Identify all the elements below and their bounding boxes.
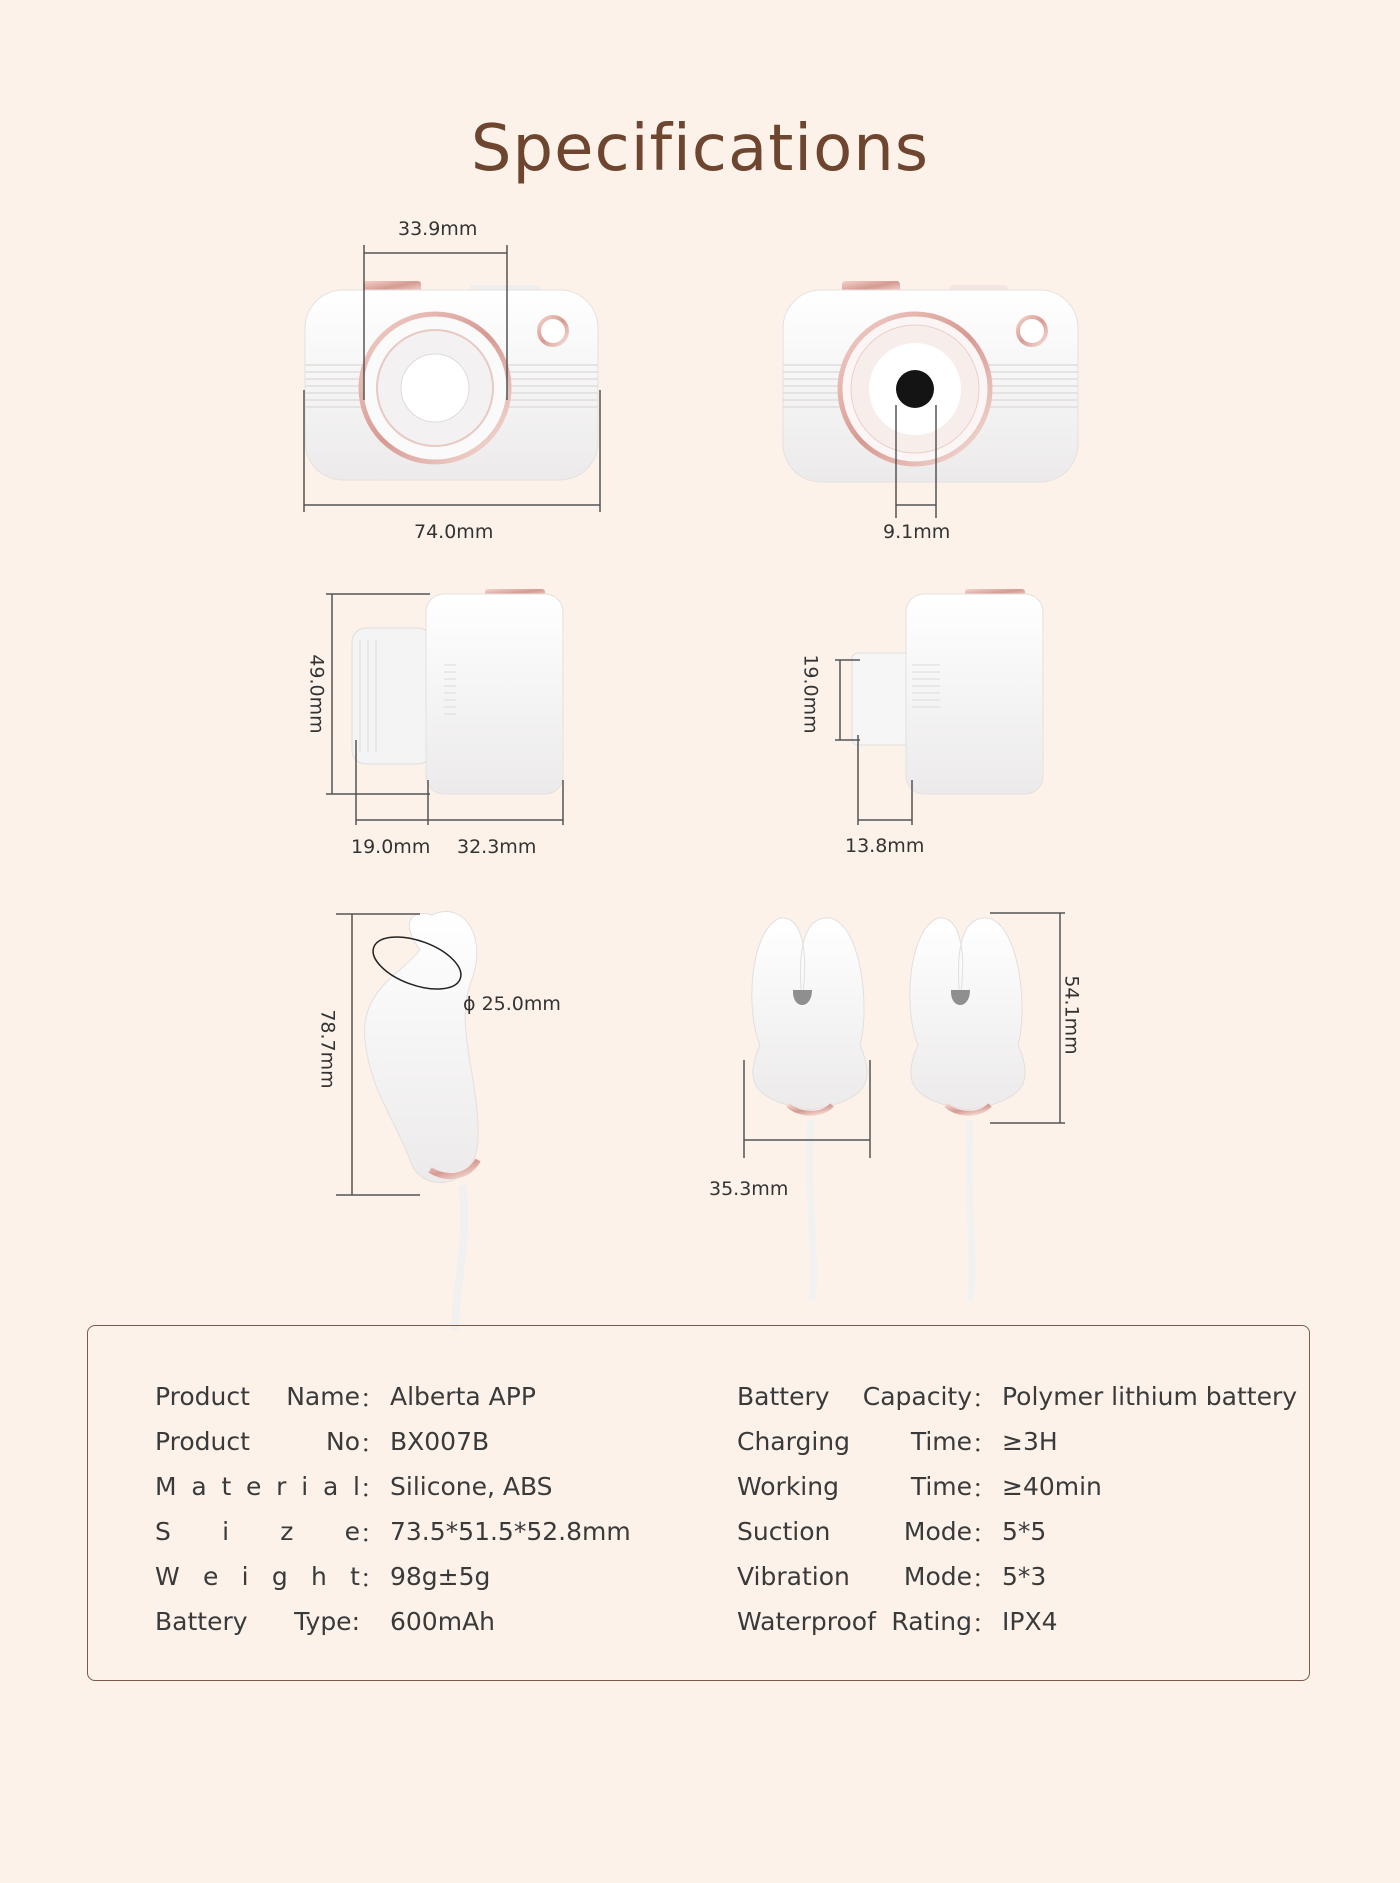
spec-colon: ： (360, 1383, 386, 1413)
spec-colon: ： (360, 1473, 386, 1503)
spec-label-part: W (155, 1562, 180, 1591)
spec-value: 98g±5g (390, 1562, 491, 1591)
spec-row (155, 1509, 631, 1554)
spec-label-part: a (322, 1472, 339, 1501)
spec-value: 5*5 (1002, 1517, 1047, 1546)
spec-label-part: e (246, 1472, 262, 1501)
spec-label-part: a (191, 1472, 207, 1501)
spec-label (737, 1427, 972, 1456)
spec-label-part: g (271, 1562, 288, 1591)
dim-nozzle-depth: 13.8mm (845, 835, 925, 857)
spec-colon: ： (972, 1473, 998, 1503)
spec-colon: ： (360, 1428, 386, 1458)
spec-label (155, 1517, 360, 1546)
dim-side-height: 49.0mm (305, 654, 328, 734)
spec-value: 5*3 (1002, 1562, 1047, 1591)
spec-label (737, 1562, 972, 1591)
spec-label-part: Waterproof (737, 1607, 876, 1636)
spec-row (155, 1419, 631, 1464)
spec-label-part: t (221, 1472, 232, 1501)
spec-row (737, 1599, 1297, 1644)
dim-bunny-width: 35.3mm (709, 1178, 789, 1200)
camera-side-suction-view (852, 589, 1043, 794)
spec-label-part: Name (286, 1382, 360, 1411)
dim-vibe-diameter: ϕ 25.0mm (463, 993, 561, 1015)
dim-front-lens-width: 33.9mm (398, 218, 478, 240)
spec-value: 600mAh (390, 1607, 496, 1636)
spec-label-part: Charging (737, 1427, 850, 1456)
dim-bunny-height: 54.1mm (1060, 975, 1083, 1055)
specifications-table (87, 1325, 1310, 1681)
spec-label-part: r (276, 1472, 287, 1501)
specs-left-column (155, 1374, 631, 1644)
spec-colon: ： (972, 1383, 998, 1413)
spec-row (155, 1464, 631, 1509)
spec-row (737, 1554, 1297, 1599)
camera-suction-view (783, 281, 1078, 482)
spec-label-part: Rating (891, 1607, 972, 1636)
camera-side-view (352, 589, 563, 794)
spec-colon: ： (360, 1518, 386, 1548)
spec-value: ≥40min (1002, 1472, 1102, 1501)
spec-label-part: M (155, 1472, 177, 1501)
spec-label (155, 1472, 360, 1501)
spec-label (737, 1517, 972, 1546)
spec-label-part: Capacity (862, 1382, 972, 1411)
specs-right-column (737, 1374, 1297, 1644)
spec-label-part: Time (910, 1472, 972, 1501)
spec-label-part: Vibration (737, 1562, 850, 1591)
spec-row (737, 1419, 1297, 1464)
spec-label-part: l (353, 1472, 360, 1501)
spec-colon: ： (972, 1563, 998, 1593)
spec-label-part: Product (155, 1382, 250, 1411)
dim-side-body-depth: 32.3mm (457, 836, 537, 858)
spec-label-part: Mode (903, 1517, 972, 1546)
spec-label-part: Battery (155, 1607, 248, 1636)
spec-row (737, 1464, 1297, 1509)
spec-colon: ： (360, 1563, 386, 1593)
spec-label-part: Working (737, 1472, 839, 1501)
spec-row (737, 1509, 1297, 1554)
bunny-clips (752, 918, 1025, 1300)
spec-label-part: e (203, 1562, 219, 1591)
spec-label (155, 1382, 360, 1411)
spec-label-part: z (280, 1517, 294, 1546)
dim-vibe-height: 78.7mm (316, 1009, 339, 1089)
spec-label-part: i (301, 1472, 309, 1501)
spec-label-part: Type: (294, 1607, 360, 1636)
spec-label-part: Product (155, 1427, 250, 1456)
spec-colon: ： (972, 1608, 998, 1638)
spec-row (155, 1599, 631, 1644)
spec-value: BX007B (390, 1427, 490, 1456)
spec-colon: ： (972, 1518, 998, 1548)
spec-label-part: Time (910, 1427, 972, 1456)
spec-label (155, 1562, 360, 1591)
dim-nozzle-width: 9.1mm (883, 521, 951, 543)
spec-value: Alberta APP (390, 1382, 536, 1411)
spec-label (737, 1472, 972, 1501)
spec-value: IPX4 (1002, 1607, 1058, 1636)
spec-label-part: Suction (737, 1517, 831, 1546)
camera-front-view (305, 281, 598, 480)
spec-label (155, 1607, 360, 1636)
spec-value: Silicone, ABS (390, 1472, 553, 1501)
spec-colon: ： (972, 1428, 998, 1458)
spec-label (737, 1607, 972, 1636)
spec-value: Polymer lithium battery (1002, 1382, 1298, 1411)
curved-vibrator (365, 911, 479, 1330)
spec-value: ≥3H (1002, 1427, 1058, 1456)
spec-row (737, 1374, 1297, 1419)
dim-nozzle-height: 19.0mm (799, 654, 822, 734)
spec-label-part: h (311, 1562, 327, 1591)
spec-label-part: S (155, 1517, 171, 1546)
spec-label-part: e (344, 1517, 360, 1546)
spec-label-part: t (350, 1562, 360, 1591)
spec-label (737, 1382, 972, 1411)
dim-side-lens-depth: 19.0mm (351, 836, 431, 858)
page-title: Specifications (470, 112, 930, 186)
spec-row (155, 1374, 631, 1419)
dim-front-body-width: 74.0mm (414, 521, 494, 543)
spec-label-part: i (241, 1562, 249, 1591)
spec-value: 73.5*51.5*52.8mm (390, 1517, 631, 1546)
spec-label (155, 1427, 360, 1456)
spec-label-part: Mode (903, 1562, 972, 1591)
spec-label-part: Battery (737, 1382, 830, 1411)
spec-row (155, 1554, 631, 1599)
spec-label-part: No (326, 1427, 360, 1456)
spec-label-part: i (222, 1517, 230, 1546)
